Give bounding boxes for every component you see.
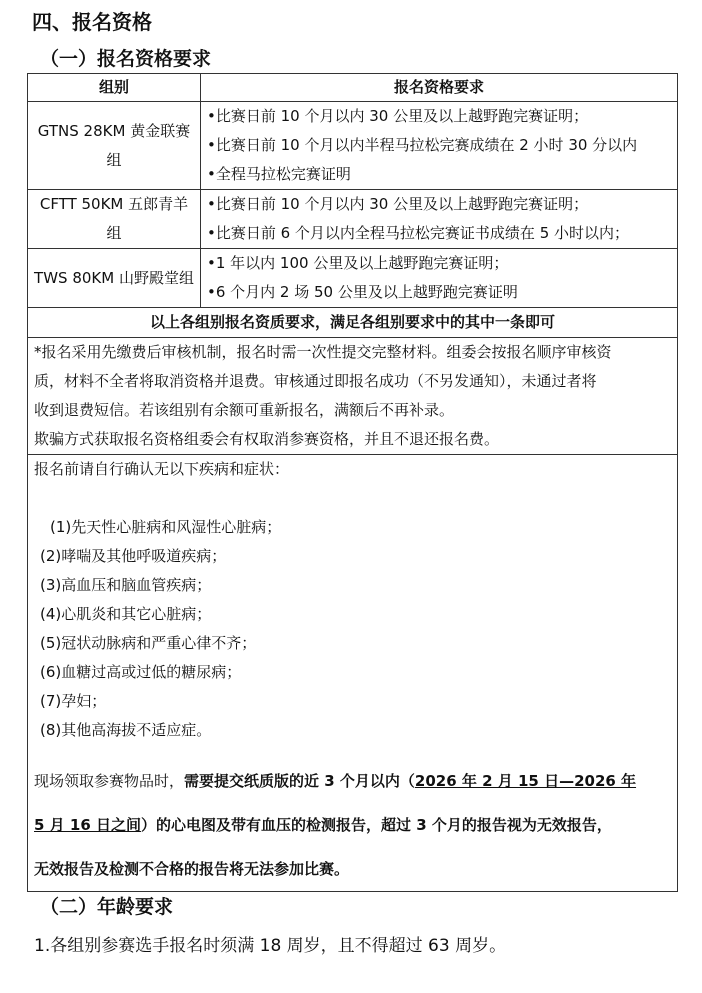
- warning-date-range: 2026 年 2 月 15 日—2026 年: [414, 772, 637, 790]
- requirement-cell: [201, 190, 678, 249]
- requirement-item: •比赛日前 6 个月以内全程马拉松完赛证书成绩在 5 小时以内；: [207, 224, 630, 242]
- header-group: 组别: [28, 74, 201, 102]
- health-item: (3)高血压和脑血管疾病；: [40, 576, 212, 594]
- health-item: (2)哮喘及其他呼吸道疾病；: [40, 547, 227, 565]
- requirement-item: •6 个月内 2 场 50 公里及以上越野跑完赛证明: [207, 283, 518, 301]
- header-requirements: 报名资格要求: [201, 74, 678, 102]
- summary-row: [28, 308, 678, 338]
- health-item: (5)冠状动脉病和严重心律不齐；: [40, 634, 257, 652]
- group-name: GTNS 28KM 黄金联赛组: [28, 102, 201, 190]
- registration-notice: [28, 338, 678, 455]
- health-item: (8)其他高海拔不适应症。: [40, 721, 212, 739]
- requirement-item: •比赛日前 10 个月以内 30 公里及以上越野跑完赛证明；: [207, 107, 589, 125]
- health-intro: 报名前请自行确认无以下疾病和症状：: [34, 460, 290, 478]
- section-title: 四、报名资格: [32, 10, 152, 34]
- notice-line: *报名采用先缴费后审核机制，报名时需一次性提交完整材料。组委会按报名顺序审核资: [34, 343, 612, 361]
- group-name: CFTT 50KM 五郎青羊组: [28, 190, 201, 249]
- health-item: (7)孕妇；: [40, 692, 107, 710]
- requirement-cell: [201, 102, 678, 190]
- requirement-cell: [201, 249, 678, 308]
- age-requirement-text: 1.各组别参赛选手报名时须满 18 周岁，且不得超过 63 周岁。: [34, 936, 507, 956]
- medical-report-warning-line1: [34, 759, 671, 803]
- requirement-item: •全程马拉松完赛证明: [207, 165, 351, 183]
- notice-line: 欺骗方式获取报名资格组委会有权取消参赛资格，并且不退还报名费。: [34, 430, 500, 448]
- health-item: (6)血糖过高或过低的糖尿病；: [40, 663, 242, 681]
- warning-bold: 无效报告及检测不合格的报告将无法参加比赛。: [34, 860, 350, 878]
- table-row: [28, 249, 678, 308]
- medical-report-warning-line2: [34, 803, 671, 847]
- eligibility-table: [27, 73, 678, 892]
- subsection-title-eligibility: （一）报名资格要求: [40, 48, 212, 70]
- health-item: (4)心肌炎和其它心脏病；: [40, 605, 212, 623]
- health-requirements: [28, 455, 678, 892]
- warning-bold: 需要提交纸质版的近 3 个月以内（: [184, 772, 415, 790]
- medical-report-warning-line3: [34, 847, 671, 891]
- table-row: [28, 102, 678, 190]
- summary-text: 以上各组别报名资质要求，满足各组别要求中的其中一条即可: [28, 308, 678, 338]
- health-item: (1)先天性心脏病和风湿性心脏病；: [50, 518, 282, 536]
- warning-lead: 现场领取参赛物品时，: [34, 772, 185, 790]
- health-row: [28, 455, 678, 892]
- table-header-row: [28, 74, 678, 102]
- notice-line: 质，材料不全者将取消资格并退费。审核通过即报名成功（不另发通知），未通过者将: [34, 372, 597, 390]
- notice-line: 收到退费短信。若该组别有余额可重新报名，满额后不再补录。: [34, 401, 455, 419]
- requirement-item: •比赛日前 10 个月以内 30 公里及以上越野跑完赛证明；: [207, 195, 589, 213]
- notice-row: [28, 338, 678, 455]
- subsection-title-age: （二）年龄要求: [40, 896, 174, 918]
- group-name: TWS 80KM 山野殿堂组: [28, 249, 201, 308]
- table-row: [28, 190, 678, 249]
- warning-bold: ）的心电图及带有血压的检测报告，超过 3 个月的报告视为无效报告，: [140, 816, 612, 834]
- warning-date-range-end: 5 月 16 日之间: [34, 816, 141, 834]
- requirement-item: •比赛日前 10 个月以内半程马拉松完赛成绩在 2 小时 30 分以内: [207, 136, 638, 154]
- requirement-item: •1 年以内 100 公里及以上越野跑完赛证明；: [207, 254, 509, 272]
